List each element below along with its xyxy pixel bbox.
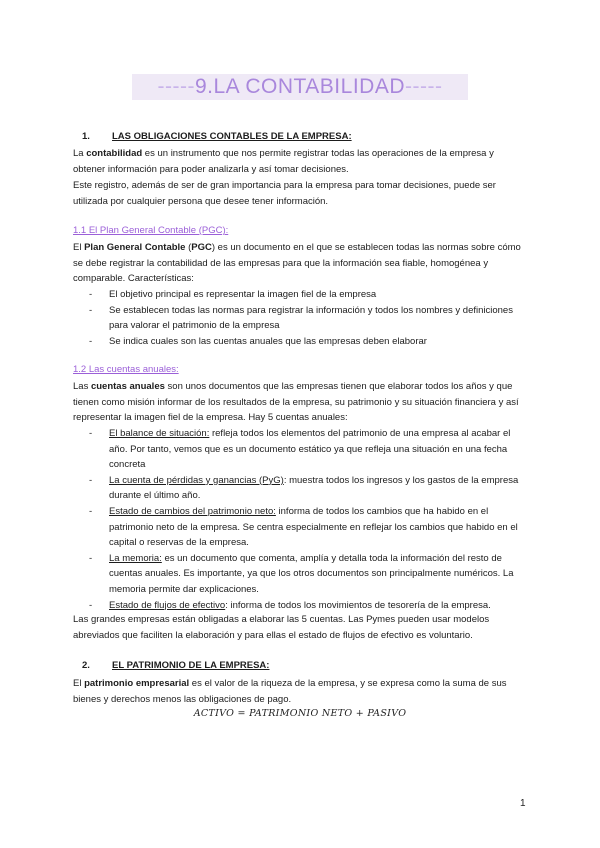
bullet: -	[89, 599, 93, 611]
list-item	[73, 504, 523, 551]
list-item-text: refleja todos los elementos del patrimonio de una empresa al acabar el año. Por tanto, vemos que es un documento estático ya que refleja una situación en una fecha concreta	[109, 428, 511, 471]
page-number: 1	[520, 798, 526, 809]
list-item-text: informa de todos los cambios que ha habido en el patrimonio neto de la empresa. Se centra especialmente en reflejar los cambios que habido en el capital o reservas de la empresa.	[109, 505, 518, 549]
list-item-term: La memoria:	[109, 552, 162, 564]
list-item-term: El balance de situación:	[109, 428, 210, 439]
section-2-number: 2.	[82, 660, 90, 671]
text-run: La	[73, 148, 87, 159]
list-item-text: : muestra todos los ingresos y los gastos de la empresa durante el último año.	[109, 474, 519, 502]
bullet: -	[89, 474, 93, 486]
list-item-text: Se indica cuales son las cuentas anuales que las empresas deben elaborar	[109, 335, 427, 347]
term-contabilidad: contabilidad	[86, 148, 143, 159]
section-1-2-heading: 1.2 Las cuentas anuales:	[73, 364, 179, 375]
list-item	[73, 426, 523, 473]
list-item	[73, 334, 523, 350]
bullet: -	[89, 505, 93, 517]
list-item-text: : informa de todos los movimientos de tesorería de la empresa.	[225, 599, 491, 611]
page-title	[132, 74, 468, 100]
section-1-1-list	[73, 287, 523, 349]
section-1-paragraph-2: Este registro, además de ser de gran importancia para la empresa para tomar decisiones, puede ser utilizada por cualquier persona que desee tener información.	[73, 180, 496, 207]
section-1-2-closing: Las grandes empresas están obligadas a elaborar las 5 cuentas. Las Pymes pueden usar modelos abreviados que faciliten la elaboración y para ellas el estado de flujos de efectivo es voluntario.	[73, 614, 490, 641]
list-item	[73, 473, 523, 504]
bullet: -	[89, 304, 93, 316]
section-2-paragraph	[73, 676, 523, 707]
section-2-title: EL PATRIMONIO DE LA EMPRESA:	[112, 660, 270, 671]
title-banner	[132, 74, 468, 100]
term-cuentas-anuales: cuentas anuales	[90, 381, 165, 392]
list-item	[73, 303, 523, 334]
text-run: es un instrumento que nos permite registrar todas las operaciones de la empresa y obtener información para poder analizarla y así tomar decisiones.	[73, 148, 494, 175]
list-item-term: La cuenta de pérdidas y ganancias (PyG)	[109, 474, 284, 486]
bullet: -	[89, 335, 93, 347]
list-item-term: Estado de cambios del patrimonio neto:	[109, 505, 276, 517]
title-text: 9.LA CONTABILIDAD	[194, 75, 405, 98]
title-dashes-left: -----	[157, 75, 195, 98]
term-pgc-full: Plan General Contable	[84, 242, 186, 253]
text-run: son unos documentos que las empresas tienen que elaborar todos los años y que tienen como misión informar de los resultados de la empresa, su patrimonio y su situación financiera y así representar la imagen fiel de la empresa. Hay 5 cuentas anuales:	[73, 381, 519, 424]
text-run: ) es un documento en el que se establecen todas las normas sobre cómo se debe registrar la contabilidad de las empresas para que la información sea fiable, homogénea y comparable. Características:	[73, 242, 521, 285]
list-item	[73, 287, 523, 303]
list-item-text: El objetivo principal es representar la imagen fiel de la empresa	[109, 289, 377, 300]
bullet: -	[89, 428, 93, 439]
section-1-1-heading: 1.1 El Plan General Contable (PGC):	[73, 225, 229, 236]
equation: ACTIVO = PATRIMONIO NETO + PASIVO	[193, 708, 407, 719]
list-item-term: Estado de flujos de efectivo	[109, 599, 226, 611]
title-dashes-right: -----	[405, 75, 443, 98]
text-run: (	[185, 242, 192, 253]
section-1-heading	[82, 131, 352, 142]
text-run: es el valor de la riqueza de la empresa, y se expresa como la suma de sus bienes y derechos menos las obligaciones de pago.	[73, 678, 507, 705]
section-1-title: LAS OBLIGACIONES CONTABLES DE LA EMPRESA:	[112, 131, 352, 142]
text-run: El	[73, 242, 85, 253]
section-1-paragraph-1	[73, 146, 523, 177]
bullet: -	[89, 552, 93, 564]
list-item-text: Se establecen todas las normas para registrar la información y todos los nombres y definiciones para valorar el patrimonio de la empresa	[109, 304, 513, 332]
section-1-2-list	[73, 426, 523, 613]
section-2-heading	[82, 660, 269, 671]
section-1-number: 1.	[82, 131, 90, 142]
term-patrimonio-empresarial: patrimonio empresarial	[84, 678, 190, 689]
section-1-1-paragraph	[73, 240, 523, 287]
list-item	[73, 551, 523, 598]
section-1-2-paragraph	[73, 379, 523, 426]
bullet: -	[89, 289, 93, 300]
list-item	[73, 598, 523, 614]
term-pgc: PGC	[191, 242, 212, 253]
text-run: El	[73, 678, 85, 689]
list-item-text: es un documento que comenta, amplía y detalla toda la información del resto de cuentas anuales. Es importante, ya que los otros documentos son principalmente numéricos. La memoria permite dar explicaciones.	[109, 552, 514, 595]
text-run: Las	[73, 381, 91, 392]
